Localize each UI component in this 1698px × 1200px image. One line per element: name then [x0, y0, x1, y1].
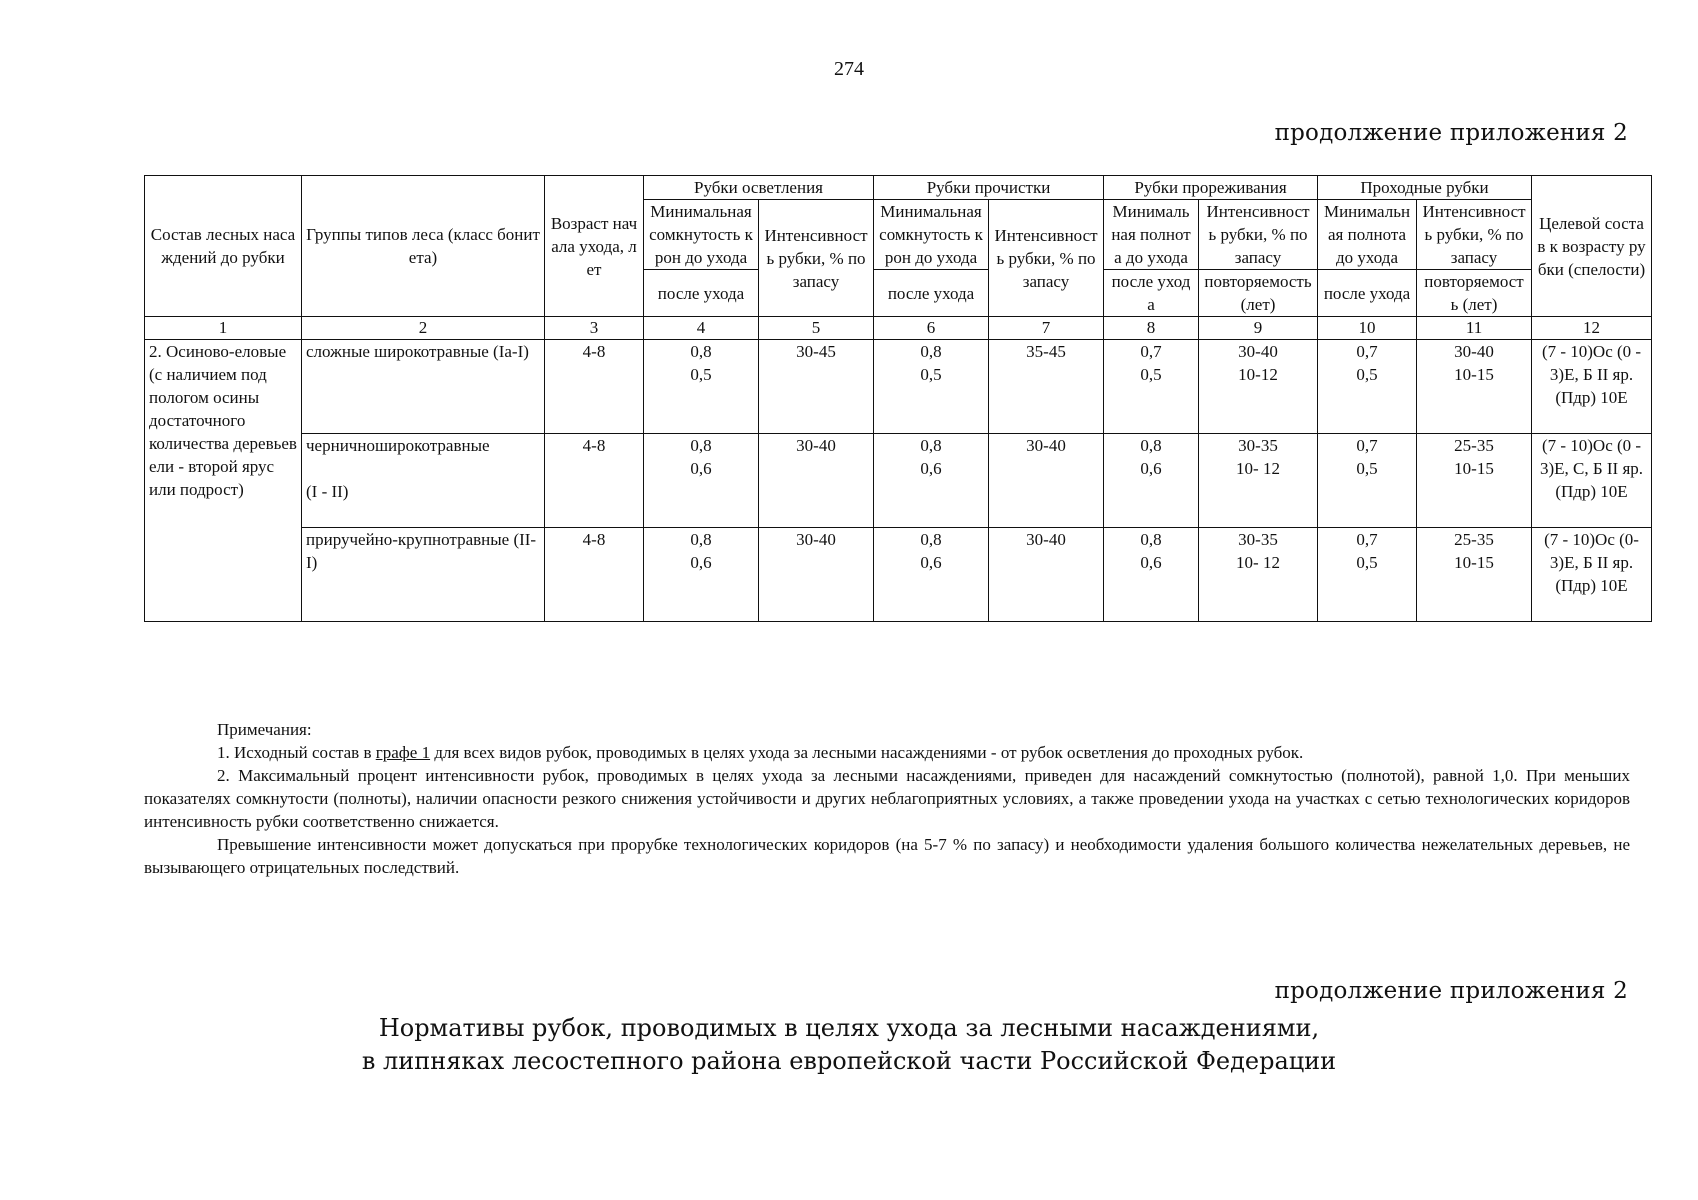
header-prorezhivanie: Рубки прореживания [1104, 176, 1318, 200]
document-title [0, 1012, 1698, 1078]
cell: 25-35 10-15 [1417, 528, 1532, 622]
cell: 35-45 [989, 340, 1104, 434]
header-after-10: после ухода [1318, 270, 1417, 317]
continuation-label-bottom: продолжение приложения 2 [1274, 978, 1628, 1004]
cell: 30-40 [989, 528, 1104, 622]
forest-type: черничноширокотравные (I - II) [302, 434, 545, 528]
start-age: 4-8 [545, 340, 644, 434]
header-min-closure-4: Минимальная сомкнутость крон до ухода [644, 200, 759, 270]
header-after-8: после ухода [1104, 270, 1199, 317]
note-1-prefix: 1. Исходный состав в [217, 743, 376, 762]
table-row [145, 340, 1652, 434]
col-number: 1 [145, 317, 302, 340]
cell: 0,8 0,6 [874, 528, 989, 622]
header-min-density-8: Минимальная полнота до ухода [1104, 200, 1199, 270]
cell: 0,8 0,5 [644, 340, 759, 434]
cell: 30-40 [989, 434, 1104, 528]
start-age: 4-8 [545, 434, 644, 528]
cell: 0,7 0,5 [1318, 528, 1417, 622]
cell: 30-40 [759, 528, 874, 622]
cell: 0,7 0,5 [1104, 340, 1199, 434]
header-row-1 [145, 176, 1652, 200]
header-forest-types: Группы типов леса (класс бонитета) [302, 176, 545, 317]
page-number: 274 [834, 58, 864, 80]
title-line-1: Нормативы рубок, проводимых в целях ухода за лесными насаждениями, [378, 1014, 1320, 1042]
cell: 30-35 10- 12 [1199, 528, 1318, 622]
cell: 30-35 10- 12 [1199, 434, 1318, 528]
forest-type: приручейно-крупнотравные (II-I) [302, 528, 545, 622]
header-prochistka: Рубки прочистки [874, 176, 1104, 200]
table-row [145, 434, 1652, 528]
col-number: 9 [1199, 317, 1318, 340]
group-label: 2. Осиново-еловые (с наличием под пологом осины достаточного количества деревьев ели - второй ярус или подрост) [145, 340, 302, 622]
target-composition: (7 - 10)Ос (0 - 3)Е, Б II яр. (Пдр) 10Е [1532, 340, 1652, 434]
col-number: 5 [759, 317, 874, 340]
table-row [145, 528, 1652, 622]
header-min-closure-6: Минимальная сомкнутость крон до ухода [874, 200, 989, 270]
col-number: 3 [545, 317, 644, 340]
col-number: 12 [1532, 317, 1652, 340]
header-repeat-9: повторяемость (лет) [1199, 270, 1318, 317]
header-prohodnye: Проходные рубки [1318, 176, 1532, 200]
header-repeat-11: повторяемость (лет) [1417, 270, 1532, 317]
col-number: 10 [1318, 317, 1417, 340]
col-number: 7 [989, 317, 1104, 340]
notes-heading: Примечания: [217, 720, 312, 739]
cell: 0,8 0,6 [644, 434, 759, 528]
note-1 [144, 741, 1630, 764]
column-number-row [145, 317, 1652, 340]
cell: 25-35 10-15 [1417, 434, 1532, 528]
forest-type: сложные широкотравные (Ia-I) [302, 340, 545, 434]
header-after-4: после ухода [644, 270, 759, 317]
cell: 0,7 0,5 [1318, 340, 1417, 434]
start-age: 4-8 [545, 528, 644, 622]
cell: 30-40 10-12 [1199, 340, 1318, 434]
cell: 0,8 0,6 [1104, 528, 1199, 622]
title-line-2: в липняках лесостепного района европейской части Российской Федерации [361, 1047, 1337, 1075]
target-composition: (7 - 10)Ос (0 - 3)Е, С, Б II яр. (Пдр) 10Е [1532, 434, 1652, 528]
col-number: 2 [302, 317, 545, 340]
note-3: Превышение интенсивности может допускаться при прорубке технологических коридоров (на 5-7 % по запасу) и необходимости удаления большого количества нежелательных деревьев, не вызывающего отрицательных последствий. [144, 835, 1630, 877]
header-intensity-11: Интенсивность рубки, % по запасу [1417, 200, 1532, 270]
continuation-label-top: продолжение приложения 2 [1274, 120, 1628, 146]
graph-1-link[interactable]: графе 1 [375, 743, 431, 762]
target-composition: (7 - 10)Ос (0-3)Е, Б II яр. (Пдр) 10Е [1532, 528, 1652, 622]
norms-table [144, 175, 1652, 622]
header-min-density-10: Минимальная полнота до ухода [1318, 200, 1417, 270]
cell: 0,8 0,6 [874, 434, 989, 528]
cell: 30-40 10-15 [1417, 340, 1532, 434]
col-number: 6 [874, 317, 989, 340]
header-composition: Состав лесных насаждений до рубки [145, 176, 302, 317]
header-target-composition: Целевой состав к возрасту рубки (спелости) [1532, 176, 1652, 317]
col-number: 4 [644, 317, 759, 340]
header-after-6: после ухода [874, 270, 989, 317]
cell: 0,7 0,5 [1318, 434, 1417, 528]
cell: 0,8 0,6 [1104, 434, 1199, 528]
header-intensity-5: Интенсивность рубки, % по запасу [759, 200, 874, 317]
header-intensity-7: Интенсивность рубки, % по запасу [989, 200, 1104, 317]
cell: 0,8 0,6 [644, 528, 759, 622]
cell: 30-45 [759, 340, 874, 434]
header-start-age: Возраст начала ухода, лет [545, 176, 644, 317]
header-intensity-9: Интенсивность рубки, % по запасу [1199, 200, 1318, 270]
col-number: 8 [1104, 317, 1199, 340]
note-1-suffix: для всех видов рубок, проводимых в целях ухода за лесными насаждениями - от рубок осветления до проходных рубок. [430, 743, 1304, 762]
cell: 30-40 [759, 434, 874, 528]
notes-section [144, 718, 1630, 879]
col-number: 11 [1417, 317, 1532, 340]
note-2: 2. Максимальный процент интенсивности рубок, проводимых в целях ухода за лесными насаждениями, приведен для насаждений сомкнутостью (полнотой), равной 1,0. При меньших показателях сомкнутости (полноты), наличии опасности резкого снижения устойчивости и других неблагоприятных условиях, а также проведении ухода на участках с сетью технологических коридоров интенсивность рубки соответственно снижается. [144, 766, 1630, 831]
header-osvetlenie: Рубки осветления [644, 176, 874, 200]
cell: 0,8 0,5 [874, 340, 989, 434]
